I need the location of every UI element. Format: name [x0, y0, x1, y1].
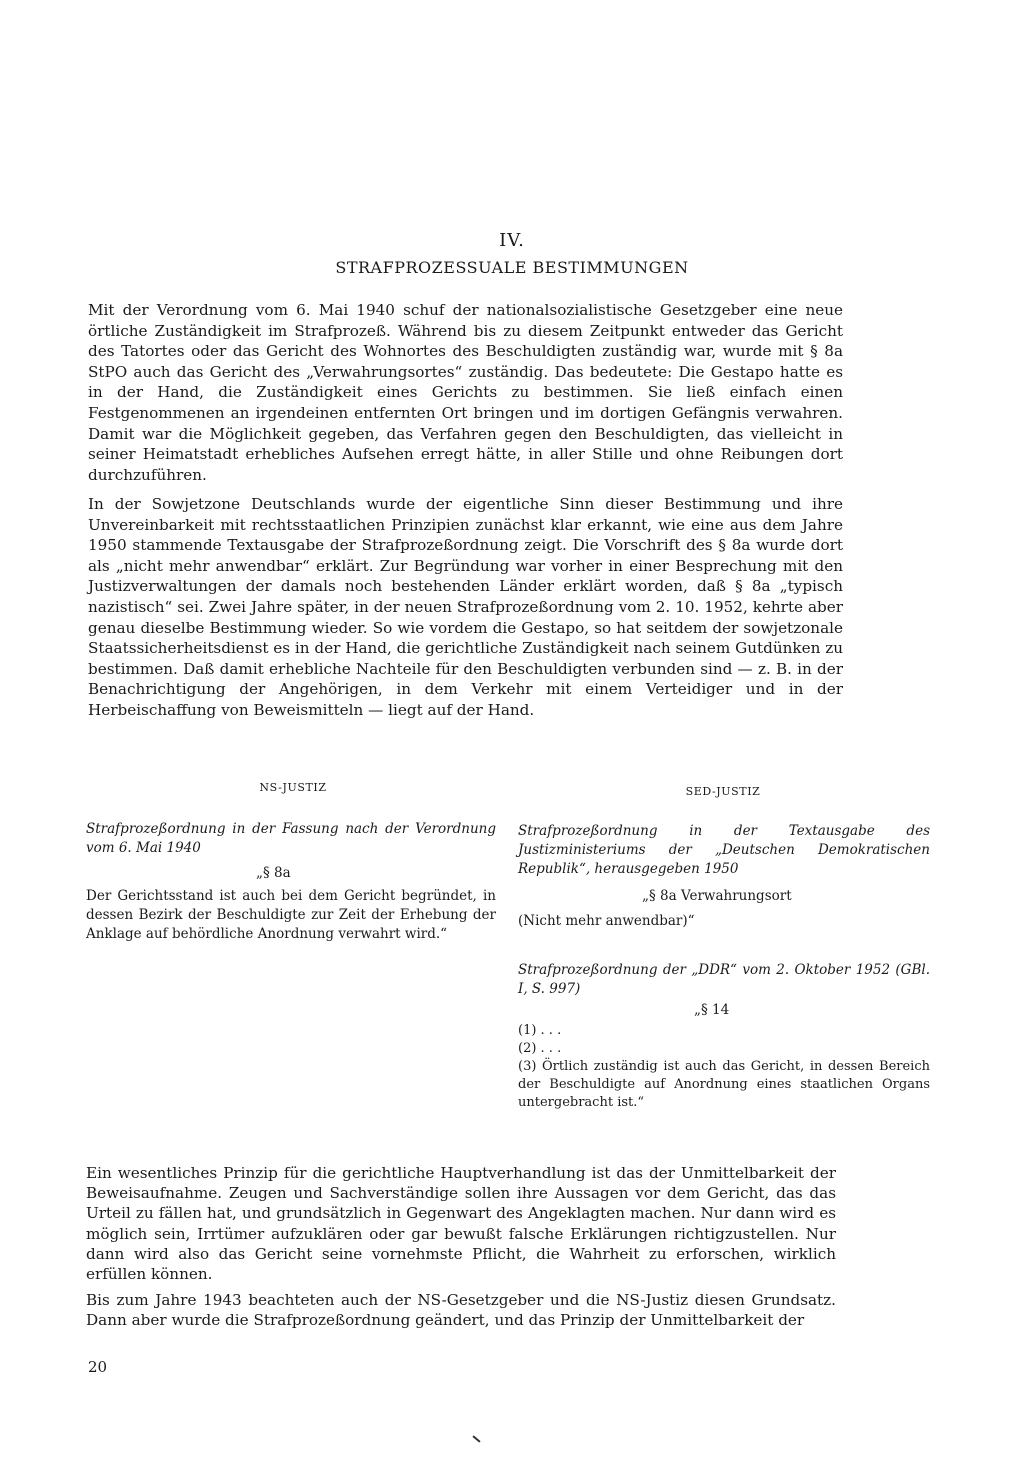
ns-justiz-column	[86, 820, 496, 944]
sed-section-8a: „§ 8a Verwahrungsort	[642, 888, 792, 904]
ns-source: Strafprozeßordnung in der Fassung nach der Verordnung vom 6. Mai 1940	[86, 821, 496, 856]
paragraph-4: Bis zum Jahre 1943 beachteten auch der NS-Gesetzgeber und die NS-Justiz diesen Grundsatz. Dann aber wurde die Strafprozeßordnung geändert, und das Prinzip der Unmittelbarkeit der	[86, 1291, 836, 1330]
sed-section-14: „§ 14	[694, 1002, 730, 1018]
scan-speck	[472, 1435, 480, 1442]
sed-item-1: (1) . . .	[518, 1023, 562, 1038]
ns-section-text: Der Gerichtsstand ist auch bei dem Gericht begründet, in dessen Bezirk der Beschuldigte zur Zeit der Erhebung der Anklage auf behördliche Anordnung verwahrt wird.“	[86, 888, 496, 942]
chapter-title: STRAFPROZESSUALE BESTIMMUNGEN	[335, 258, 689, 277]
sed-justiz-column	[518, 822, 930, 1112]
page-number: 20	[88, 1358, 108, 1376]
chapter-number: IV.	[499, 230, 525, 251]
sed-note-not-applicable: (Nicht mehr anwendbar)“	[518, 913, 695, 929]
paragraph-3: Ein wesentliches Prinzip für die gerichtliche Hauptverhandlung ist das der Unmittelbarkeit der Beweisaufnahme. Zeugen und Sachverständige sollen ihre Aussagen vor dem Gericht, das das Urteil zu fällen hat, und grundsätzlich in Gegenwart des Angeklagten machen. Nur dann wird es möglich sein, Irrtümer aufzuklären oder gar bewußt falsche Erklärungen richtigzustellen. Nur dann wird also das Gericht seine vornehmste Pflicht, die Wahrheit zu erforschen, wirklich erfüllen können.	[86, 1164, 836, 1284]
sed-item-3: (3) Örtlich zuständig ist auch das Gericht, in dessen Bereich der Beschuldigte auf Anordnung eines staatlichen Organs untergebracht ist.“	[518, 1059, 930, 1110]
sed-source-1950: Strafprozeßordnung in der Textausgabe des Justizministeriums der „Deutschen Demokratischen Republik“, herausgegeben 1950	[518, 823, 930, 877]
sed-source-1952: Strafprozeßordnung der „DDR“ vom 2. Oktober 1952 (GBl. I, S. 997)	[518, 962, 930, 997]
paragraph-2: In der Sowjetzone Deutschlands wurde der eigentliche Sinn dieser Bestimmung und ihre Unvereinbarkeit mit rechtsstaatlichen Prinzipien zunächst klar erkannt, wie eine aus dem Jahre 1950 stammende Textausgabe der Strafprozeßordnung zeigt. Die Vorschrift des § 8a wurde dort als „nicht mehr anwendbar“ erklärt. Zur Begründung war vorher in einer Besprechung mit den Justizverwaltungen der damals noch bestehenden Länder erklärt worden, daß § 8a „typisch nazistisch“ sei. Zwei Jahre später, in der neuen Strafprozeßordnung vom 2. 10. 1952, kehrte aber genau dieselbe Bestimmung wieder. So wie vordem die Gestapo, so hat seitdem der sowjetzonale Staatssicherheitsdienst es in der Hand, die gerichtliche Zuständigkeit nach seinem Gutdünken zu bestimmen. Daß damit erhebliche Nachteile für den Beschuldigten verbunden sind — z. B. in der Benachrichtigung der Angehörigen, in dem Verkehr mit einem Verteidiger und in der Herbeischaffung von Beweismitteln — liegt auf der Hand.	[88, 495, 843, 719]
paragraph-1: Mit der Verordnung vom 6. Mai 1940 schuf der nationalsozialistische Gesetzgeber eine neue örtliche Zuständigkeit im Strafprozeß. Während bis zu diesem Zeitpunkt entweder das Gericht des Tatortes oder das Gericht des Wohnortes des Beschuldigten zuständig war, wurde mit § 8a StPO auch das Gericht des „Verwahrungsortes“ zuständig. Das bedeutete: Die Gestapo hatte es in der Hand, die Zuständigkeit eines Gerichts zu bestimmen. Sie ließ einfach einen Festgenommenen an irgendeinen entfernten Ort bringen und im dortigen Gefängnis verwahren. Damit war die Möglichkeit gegeben, das Verfahren gegen den Beschuldigten, das vielleicht in seiner Heimatstadt erhebliches Aufsehen erregt hätte, in aller Stille und ohne Reibungen dort durchzuführen.	[88, 301, 843, 484]
ns-section: „§ 8a	[256, 865, 291, 881]
ns-justiz-heading: NS-JUSTIZ	[259, 781, 327, 794]
sed-item-2: (2) . . .	[518, 1041, 562, 1056]
sed-justiz-heading: SED-JUSTIZ	[685, 785, 761, 798]
